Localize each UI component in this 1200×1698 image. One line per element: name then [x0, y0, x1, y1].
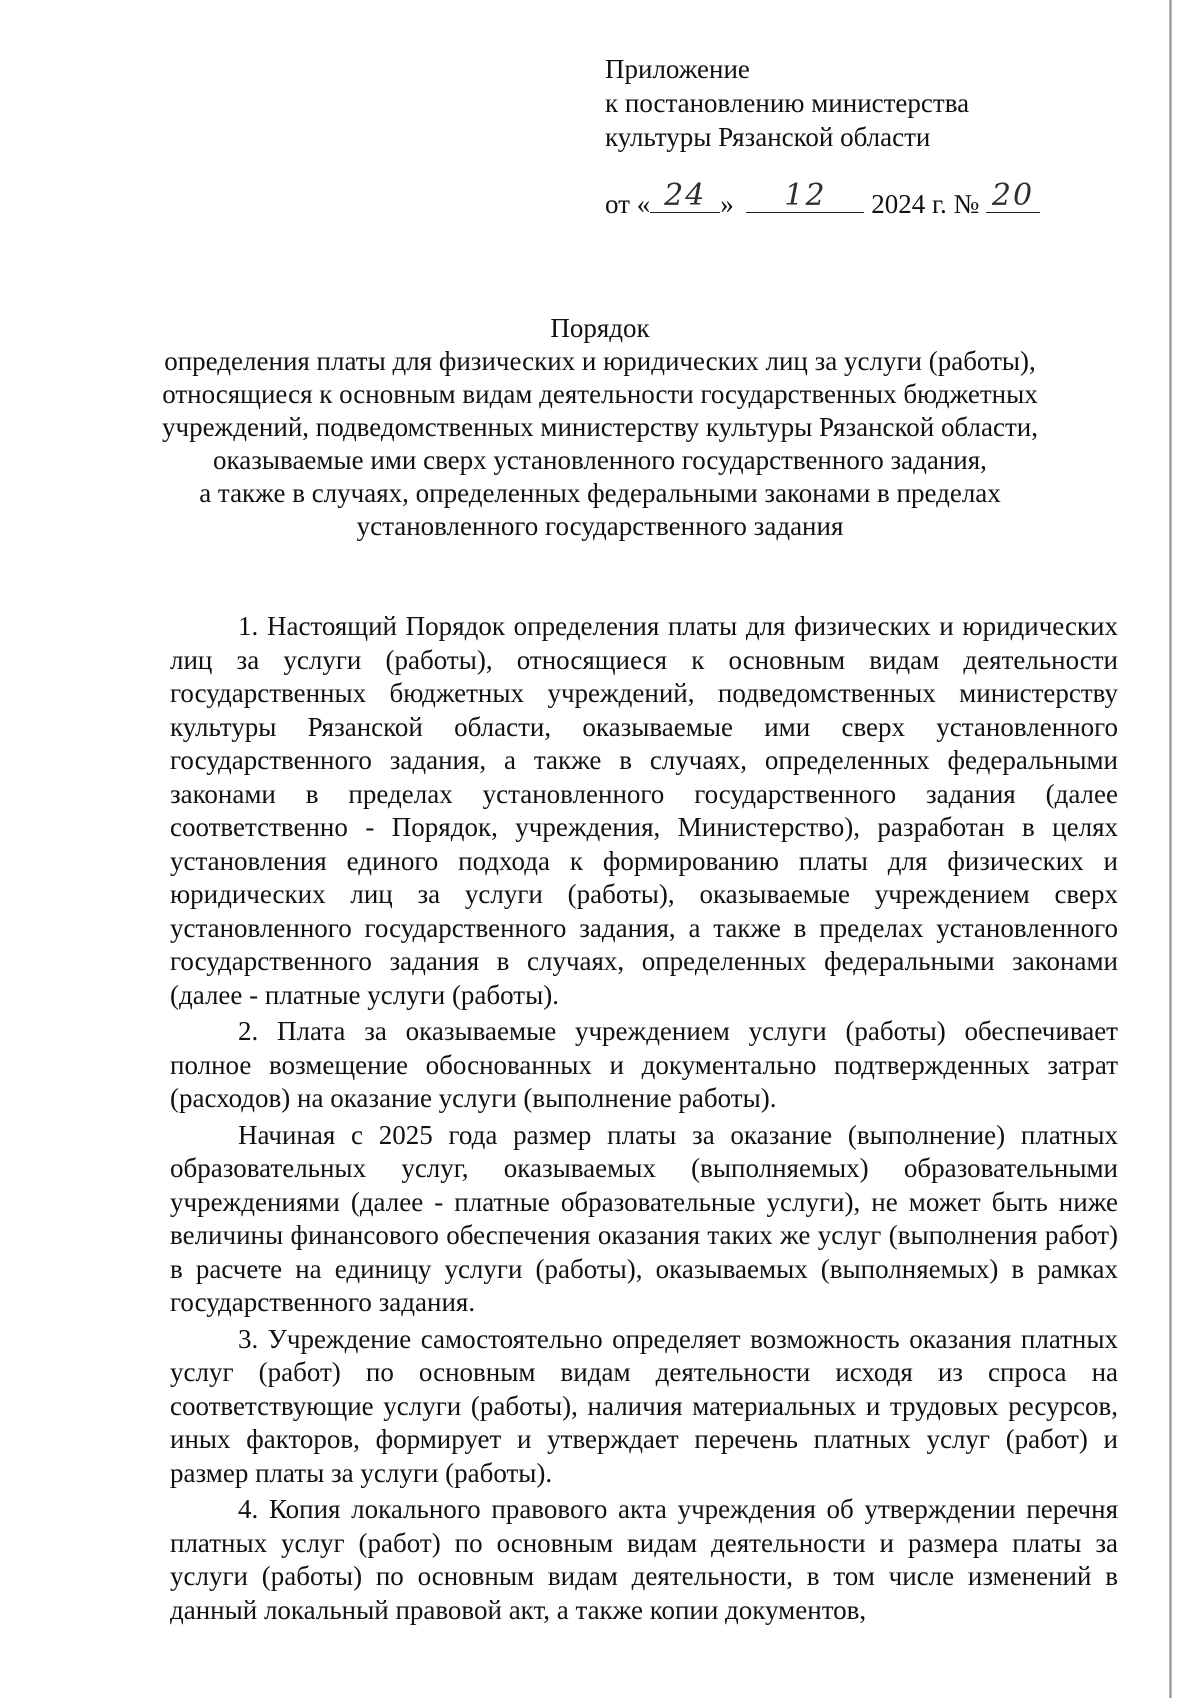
title-line: оказываемые ими сверх установленного государственного задания,	[213, 445, 987, 475]
title-line: установленного государственного задания	[356, 511, 844, 541]
title-heading: Порядок	[550, 313, 650, 343]
paragraph-4: 4. Копия локального правового акта учреждения об утверждении перечня платных услуг (работ) по основным видам деятельности и размера платы за услуги (работы) по основным видам деятельности, в том числе изменений в данный локальный правовой акт, а также копии документов,	[170, 1494, 1118, 1625]
day-blank	[650, 178, 720, 213]
appendix-line: Приложение	[605, 54, 750, 84]
page-edge	[1169, 0, 1172, 1698]
title-line: определения платы для физических и юридических лиц за услуги (работы),	[164, 346, 1036, 376]
date-prefix: от «	[605, 189, 651, 219]
number-blank	[986, 178, 1040, 213]
title-line: относящиеся к основным видам деятельности государственных бюджетных	[162, 379, 1038, 409]
appendix-line: культуры Рязанской области	[605, 122, 931, 152]
document-body	[170, 610, 1118, 1630]
appendix-header	[605, 52, 969, 154]
paragraph-2-continued: Начиная с 2025 года размер платы за оказание (выполнение) платных образовательных услуг, оказываемых (выполняемых) образовательными учреждениями (далее - платные образовательные услуги), не может быть ниже величины финансового обеспечения оказания таких же услуг (выполнения работ) в расчете на единицу услуги (работы), оказываемых (выполняемых) в рамках государственного задания.	[170, 1119, 1118, 1317]
handwritten-day: 24	[664, 178, 707, 213]
appendix-line: к постановлению министерства	[605, 88, 970, 118]
title-line: а также в случаях, определенных федеральными законами в пределах	[199, 478, 1001, 508]
handwritten-number: 20	[991, 178, 1035, 213]
paragraph-2: 2. Плата за оказываемые учреждением услуги (работы) обеспечивает полное возмещение обоснованных и документально подтвержденных затрат (расходов) на оказание услуги (выполнение работы).	[170, 1016, 1118, 1113]
date-year-number: 2024 г. №	[871, 189, 980, 219]
title-line: учреждений, подведомственных министерству культуры Рязанской области,	[161, 412, 1038, 442]
resolution-date-line	[605, 178, 1040, 221]
date-quote-close: »	[720, 189, 734, 219]
month-blank	[746, 178, 864, 213]
handwritten-month: 12	[784, 178, 827, 213]
document-title	[100, 312, 1100, 543]
paragraph-3: 3. Учреждение самостоятельно определяет возможность оказания платных услуг (работ) по основным видам деятельности исходя из спроса на соответствующие услуги (работы), наличия материальных и трудовых ресурсов, иных факторов, формирует и утверждает перечень платных услуг (работ) и размер платы за услуги (работы).	[170, 1323, 1118, 1488]
paragraph-1: 1. Настоящий Порядок определения платы для физических и юридических лиц за услуги (работы), относящиеся к основным видам деятельности государственных бюджетных учреждений, подведомственных министерству культуры Рязанской области, оказываемые ими сверх установленного государственного задания, а также в случаях, определенных федеральными законами в пределах установленного государственного задания (далее соответственно - Порядок, учреждения, Министерство), разработан в целях установления единого подхода к формированию платы для физических и юридических лиц за услуги (работы), оказываемые учреждением сверх установленного государственного задания, а также в пределах установленного государственного задания в случаях, определенных федеральными законами (далее - платные услуги (работы).	[170, 611, 1118, 1010]
